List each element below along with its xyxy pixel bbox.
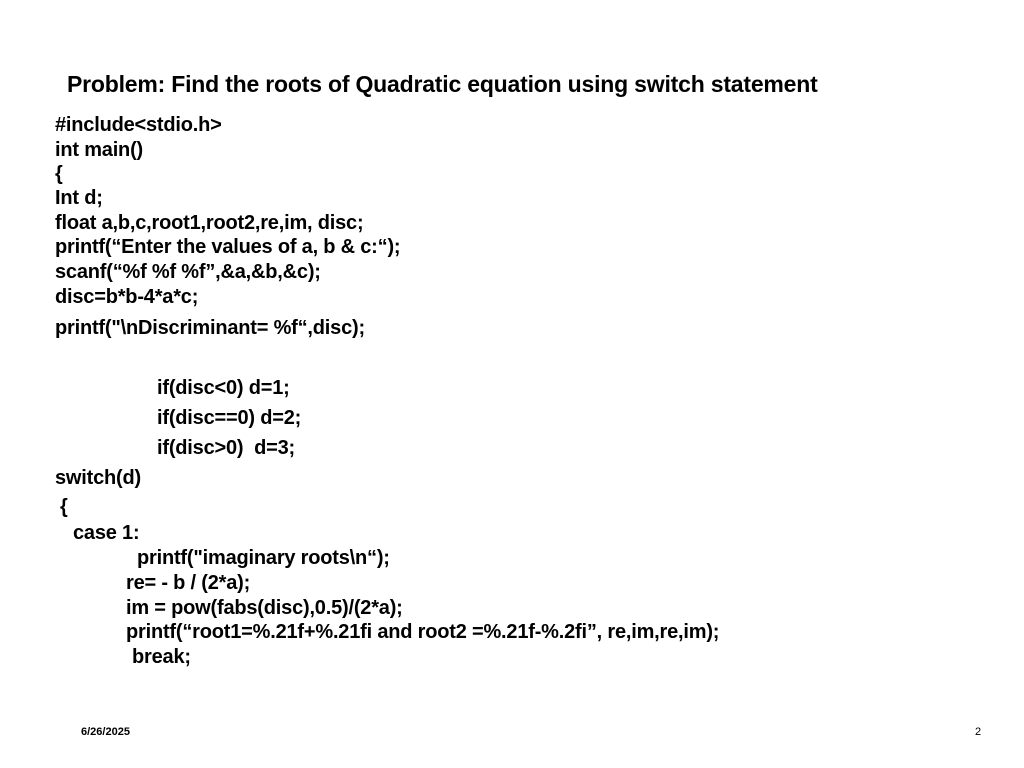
code-line: break; xyxy=(132,646,191,668)
code-line: if(disc==0) d=2; xyxy=(157,407,302,429)
code-line: printf("\nDiscriminant= %f“,disc); xyxy=(55,317,365,339)
code-line: im = pow(fabs(disc),0.5)/(2*a); xyxy=(126,597,403,619)
code-line: { xyxy=(60,496,68,518)
page-number: 2 xyxy=(975,726,982,738)
code-line: printf(“Enter the values of a, b & c:“); xyxy=(55,236,401,258)
code-line: printf("imaginary roots\n“); xyxy=(137,547,390,569)
code-line: scanf(“%f %f %f”,&a,&b,&c); xyxy=(55,261,321,283)
slide-title: Problem: Find the roots of Quadratic equation using switch statement xyxy=(67,71,818,97)
code-line: switch(d) xyxy=(55,467,141,489)
code-line: #include<stdio.h> xyxy=(55,114,222,136)
code-line: Int d; xyxy=(55,187,103,209)
code-line: re= - b / (2*a); xyxy=(126,572,251,594)
code-line: { xyxy=(55,163,63,185)
footer-date: 6/26/2025 xyxy=(81,726,130,738)
code-line: if(disc>0) d=3; xyxy=(157,437,295,459)
code-line: float a,b,c,root1,root2,re,im, disc; xyxy=(55,212,364,234)
code-line: case 1: xyxy=(73,522,140,544)
code-line: disc=b*b-4*a*c; xyxy=(55,286,199,308)
code-line: if(disc<0) d=1; xyxy=(157,377,290,399)
code-line: printf(“root1=%.21f+%.21fi and root2 =%.21f-%.2fi”, re,im,re,im); xyxy=(126,621,720,643)
code-line: int main() xyxy=(55,139,143,161)
